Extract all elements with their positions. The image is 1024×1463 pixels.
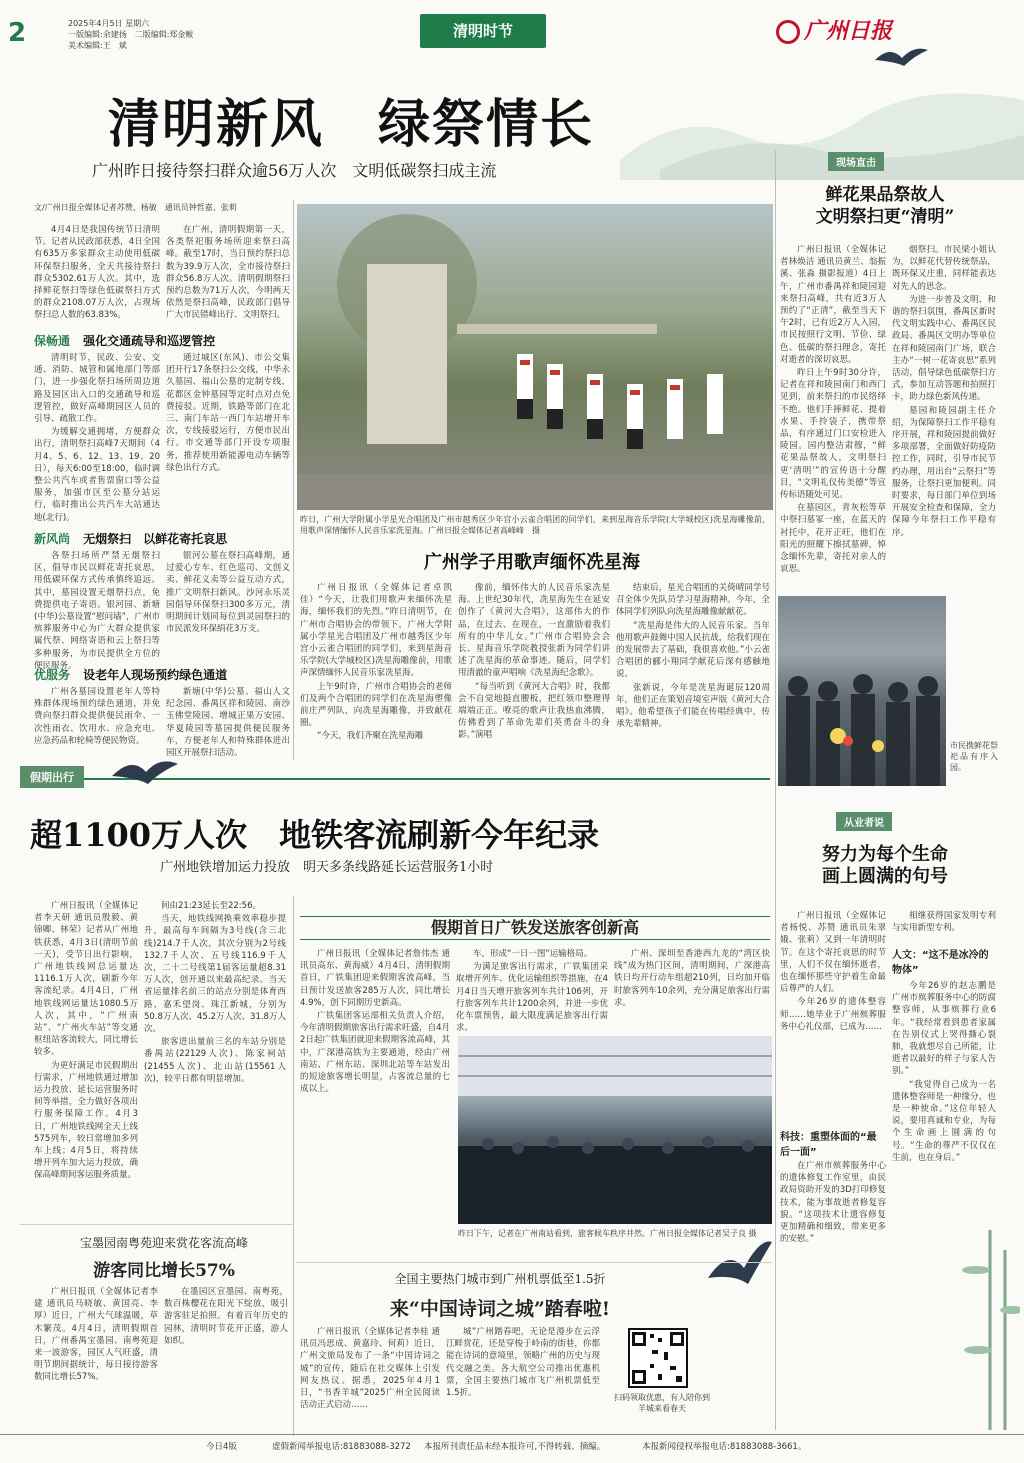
rail-headline-bar bbox=[300, 916, 770, 940]
date-line: 2025年4月5日 星期六 bbox=[68, 19, 150, 28]
rail-headline: 假期首日广铁发送旅客创新高 bbox=[430, 918, 639, 937]
practitioner-text: “我觉得自己成为一名遗体整容师是一种缘分，也是一种使命。”这位年轻人说，要用真诚和专业，为每个生命画上圆满的句号。“生命的尊严不仅仅在生前，也在身后。” bbox=[892, 1079, 996, 1163]
flowers-text: 昨日上午9时30分许，记者在祥和陵园南门和西门见到，前来祭扫的市民络绎不绝。他们手捧鲜花、提着水果、手拎袋子，携带祭品，有序通过门口安检进入陵园。园内整洁肃穆，“鲜花果品祭故人，文明祭扫更‘清明’”的宣传语十分醒目，“文明礼仪传美德”等宣传标语随处可见。 bbox=[780, 368, 886, 501]
poetry-col-2 bbox=[446, 1326, 600, 1400]
custom-col-2 bbox=[166, 550, 290, 636]
subhead-traffic bbox=[34, 330, 290, 349]
poetry-kicker: 全国主要热门城市到广州机票低至1.5折 bbox=[394, 1272, 606, 1286]
metro-text: 为更好满足市民假期出行需求，广州地铁通过增加运力投放、延长运营服务时间等举措，全力做好各项出行服务保障工作。4月3日，广州地铁线网全天上线575列车，较日常增加多列车上线；4月5日，将持续增开列车加大运力投放，确保高峰期间客运服务质量。 bbox=[34, 1060, 138, 1181]
poetry-headline: 来“中国诗词之城”踏春啦! bbox=[389, 1298, 611, 1320]
subhead-tag: 新风尚 bbox=[34, 532, 71, 546]
swallow-icon bbox=[704, 1228, 774, 1298]
subhead-new-custom bbox=[34, 528, 290, 547]
service-col-1 bbox=[34, 686, 160, 748]
rail-text: 车，形成“一日一图”运输格局。 bbox=[473, 949, 593, 959]
service-text: 广州各墓园设置老年人等特殊群体现场预约绿色通道，并免费向祭扫群众提供便民雨伞、一次性雨衣、饮用水、应急充电、应急药品和轮椅等便民物资。 bbox=[34, 687, 160, 746]
custom-text: 各祭扫场所严禁无烟祭扫区，倡导市民以鲜花寄托哀思，用低碳环保方式传承慎终追远。其中，墓园设置无烟祭扫点，免费提供电子寄语。银河园、新塘(中华)公墓设置“慰问墙”，广州市殡葬服务中心为广大群众提供家属代祭、网络寄语和云上祭扫等多种服务，为市民提供全方位的便民服务。 bbox=[34, 551, 160, 671]
footer-copyright: 本报所刊责任品未经本报许可,不得转载、摘编。 bbox=[424, 1442, 606, 1452]
live-report-label: 现场直击 bbox=[828, 152, 884, 171]
flowers-text: 为进一步普及文明、和谐的祭扫氛围，番禺区新时代文明实践中心、番禺区民政局、番禺区文明办等单位在祥和陵园南门广场，联合主办“一树一花寄哀思”系列活动，倡导绿色低碳祭扫方式，参加互动答题和拍照打卡，助力绿色新风传递。 bbox=[892, 294, 996, 403]
editor-line: 一版编辑:余建扬 二版编辑:郑金鲅 bbox=[68, 30, 194, 39]
garden-text: 广州日报讯（全媒体记者李建 通讯员马晓敏、黄国亮、李厚）近日，广州大气球温暖，草木繁茂。4月4日，清明假期首日，广州番禺宝墨园、南粤苑迎来一波游客，园区人气旺盛，清明节期间据统计，每日接待游客数同比增长57%。 bbox=[34, 1287, 158, 1383]
subhead-tag: 保畅通 bbox=[34, 334, 71, 348]
flowers-col-1 bbox=[780, 244, 886, 576]
flowers-col-2 bbox=[892, 244, 996, 540]
rail-text: 为满足旅客出行需求，广铁集团采取增开列车、优化运输组织等措施，在4月4日当天增开旅客列车共计106列，开行旅客列车共计1200余列，并进一步优化车票预售，最大限度满足旅客出行需求。 bbox=[456, 962, 608, 1034]
metro-text: 广州日报讯（全媒体记者李天研 通讯员殷毅、黄锦卿、林荣）记者从广州地铁获悉，4月3日(清明节前一天)，受节日出行影响，广州地铁线网总运量达1116.1万人次，刷新今年客流纪录。4月4日，广州地铁线网运量达1080.5万人次，其中，“广州南站”、“广州火车站”等交通枢纽站客流较大，同比增长较多。 bbox=[34, 901, 138, 1058]
metro-text: 间由21:23延长至22:56。 bbox=[161, 901, 261, 911]
practitioner-headline: 努力为每个生命 画上圆满的句号 bbox=[822, 844, 948, 887]
practitioner-text: 今年26岁的遗体整容师……她毕业于广州殡葬服务中心礼仪部，已成为…… bbox=[780, 997, 886, 1032]
practitioner-col-1 bbox=[780, 910, 886, 1034]
garden-text: 在墨园区宣墨园、南粤苑，数百株樱花在阳光下绽放，吸引游客驻足拍照。有着百年历史的园林，清明时节花开正盛，游人如织。 bbox=[164, 1287, 288, 1346]
edition-meta bbox=[68, 18, 318, 51]
poetry-text: 城”广州踏春吧，无论是漫步在云浮江畔赏花，还是穿梭于岭南的街巷，你都能在诗词的意境里，领略广州的历史与现代交融之美。各大航空公司推出优惠机票，全国主要热门城市飞广州机票低至1.5折。 bbox=[446, 1327, 600, 1399]
flowers-headline: 鲜花果品祭故人 文明祭扫更“清明” bbox=[815, 185, 955, 227]
garden-col-1 bbox=[34, 1286, 158, 1385]
practitioner-subhead-2: 科技：重塑体面的“最后一面” bbox=[780, 1132, 877, 1158]
practitioner-text: 相继获得国家发明专利与实用新型专利。 bbox=[892, 911, 996, 934]
choir-photo-caption: 昨日，广州大学附属小学星光合唱团及广州市越秀区少年宫小云雀合唱团的同学们，来到星海音乐学院(大学城校区)洗星海雕像前，用歌声深情缅怀人民音乐家洗星海。广州日报全媒体记者高峰峰 摄 bbox=[300, 515, 770, 535]
choir-text: 上午9时许，广州市合唱协会的老师们及两个合唱团的同学们在冼星海塑像前庄严列队，向冼星海雕像，并致献花圈。 bbox=[300, 681, 452, 729]
section-rule bbox=[296, 1262, 772, 1263]
metro-text: 当天，地铁线网换乘效率稳步提升，最高每车间隔为3号线(含三北线)214.7千人次，其次分别为2号线132.7千人次、五号线116.9千人次，二十二号线第1届客运量超8.31万人次，创开通以来最高纪录。当天省运量排名前三的站点分别是体育西路、嘉禾望岗、珠江新城，分别为50.8万人次、45.2万人次、31.8万人次。 bbox=[144, 914, 286, 1035]
rail-text: 广州日报讯（全媒体记者詹伟杰 通讯员高东、黄海威）4月4日，清明假期首日，广铁集团迎来假期客流高峰，当日预计发送旅客285万人次，同比增长4.9%，创下同期历史新高。 bbox=[300, 949, 450, 1008]
station-scene bbox=[458, 1036, 772, 1224]
practitioner-col-1b bbox=[780, 1160, 886, 1246]
garden-kicker: 宝墨园南粤苑迎来赏花客流高峰 bbox=[79, 1236, 248, 1250]
practitioner-label: 从业者说 bbox=[836, 812, 892, 831]
choir-text: “每当听到《黄河大合唱》时，我都会不自觉地挺直腰板，把红领巾整理得端端正正。嘹亮的歌声让我热血沸腾，仿佛看到了革命先辈们英勇奋斗的身影。”演唱 bbox=[458, 681, 610, 741]
garden-headline: 游客同比增长57% bbox=[93, 1261, 235, 1281]
lead-para-2 bbox=[166, 224, 290, 323]
cemetery-crowd-photo bbox=[778, 596, 946, 786]
choir-headline: 广州学子用歌声缅怀冼星海 bbox=[424, 552, 640, 573]
choir-text: “冼星海是伟大的人民音乐家。当年他用歌声鼓舞中国人民抗战，给我们现在的发展带去了基础，我很喜欢他。”小云雀合唱团的郦小翔同学献花后深有感触地说。 bbox=[616, 620, 770, 680]
choir-scene bbox=[297, 204, 773, 510]
practitioner-subhead-1: 人文：“这不是冰冷的物体” bbox=[892, 950, 989, 976]
column-rule bbox=[775, 150, 776, 1430]
practitioner-col-2 bbox=[892, 910, 996, 935]
lead-text: 在广州，清明假期第一天，各类祭祀服务场所迎来祭扫高峰。截至17时，当日预约祭扫总数为39.9万人次，全市接待祭扫群众56.8万人次。清明假期祭扫预约总数为71万人次，今明两天依然是祭扫高峰，民政部门倡导广大市民错峰出行、文明祭扫。 bbox=[166, 225, 290, 321]
rail-col-3 bbox=[614, 948, 770, 1010]
swallow-icon bbox=[870, 40, 930, 80]
metro-text: 旅客进出量前三名的车站分别是番禺站(22129人次)、陈家祠站(21455人次)、北山站(15561人次)，较平日都有明显增加。 bbox=[144, 1037, 286, 1084]
subhead-title: 设老年人现场预约绿色通道 bbox=[83, 668, 228, 682]
bamboo-decoration bbox=[960, 1230, 1020, 1430]
custom-text: 银河公墓在祭扫高峰期，通过爱心专车、红色巡司、文创义卖、鲜花义卖等公益互动方式，推广文明祭扫新风。沙河永乐灵园倡导环保祭扫300多万元，清明期间计划同每位到灵园祭扫的市民派发环保绢花3万支。 bbox=[166, 551, 290, 635]
lead-byline: 文/广州日报全媒体记者苏赞、杨敏 通讯员钟哲嘉、张莉 bbox=[34, 203, 237, 212]
footer-complaint: 本报新闻侵权举报电话:81883088-3661。 bbox=[642, 1442, 807, 1452]
lead-headline: 清明新风 绿祭情长 bbox=[108, 94, 595, 155]
choir-text: 像前，缅怀伟大的人民音乐家冼星海。上世纪30年代，冼星海先生在延安创作了《黄河大合唱》，这部伟大的作品，在过去、在现在，一直激励着我们所有的中华儿女。”广州市合唱协会会长、星海音乐学院教授张新为同学们讲述了冼星海的革命事迹。随后，同学们用清澈的童声唱响《洗星海纪念歌》。 bbox=[458, 583, 610, 679]
station-photo bbox=[458, 1036, 772, 1224]
choir-col-3 bbox=[616, 582, 770, 731]
section-tag: 清明时节 bbox=[420, 14, 546, 48]
station-photo-caption: 昨日下午，记者在广州南站看到，旅客候车秩序井然。广州日报全媒体记者吴子良 摄 bbox=[458, 1229, 757, 1238]
garden-col-2 bbox=[164, 1286, 288, 1348]
custom-col-1 bbox=[34, 550, 160, 673]
choir-col-2 bbox=[458, 582, 610, 743]
crowd-scene bbox=[778, 596, 946, 786]
metro-subheadline: 广州地铁增加运力投放 明天多条线路延长运营服务1小时 bbox=[160, 860, 494, 875]
lead-subheadline: 广州昨日接待祭扫群众逾56万人次 文明低碳祭扫成主流 bbox=[92, 161, 497, 180]
column-rule bbox=[293, 896, 294, 1436]
swallow-icon bbox=[110, 752, 180, 792]
traffic-col-1 bbox=[34, 352, 160, 525]
traffic-text: 为缓解交通拥堵，方便群众出行，清明祭扫高峰7天期间（4月4、5、6、12、13、19、20日），每天6:00至18:00，临时调整公共汽车或者售票窗口等公益服务，加强市区至公墓分站运行，临时推出公共汽车大站通达地(北行)。 bbox=[34, 427, 160, 523]
lead-text: 4月4日是我国传统节日清明节。记者从民政部获悉，4日全国有635万多家群众主动使用低碳环保祭扫服务，全天共接待祭扫群众5302.61万人次。其中，选择鲜花祭扫等绿色低碳祭扫方式的群众2108.07万人次，占现场祭扫总人数的63.83%。 bbox=[34, 225, 160, 321]
practitioner-text: 在广州市殡葬服务中心的遗体修复工作室里，由民政局资助开发的3D打印修复技术，能为事故逝者修复容貌。“这项技术让遗容修复更加精确和细致，带来更多的安慰。” bbox=[780, 1161, 886, 1245]
traffic-text: 通过城区(东风)、市公交集团开行17条祭扫公交线，中华永久墓园、福山公墓的定制专线、花都区金钟墓园等定时点对点免费接驳。近期，铁路等部门在北三、南门车站一西门车站增开车次，专线接驳运行，方便市民出行。市交通等部门开设专项服务，推荐使用新能源电动车辆等绿色出行方式。 bbox=[166, 353, 290, 473]
rail-col-1 bbox=[300, 948, 450, 1096]
choir-text: 结束后，星光合唱团的关倚晴同学号召全体少先队员学习星海精神。今年，全体同学们列队向洗星海雕像献献花。 bbox=[616, 583, 770, 618]
practitioner-text: 广州日报讯（全媒体记者杨悦、苏赞 通讯员朱翠娥、张莉）又到一年清明时节。在这个寄托哀思的时节里，人们不仅在缅怀逝者，也在缅怀那些守护着生命最后尊严的人们。 bbox=[780, 911, 886, 995]
subhead-service bbox=[34, 664, 290, 683]
flowers-text: 墓园和陵园副主任介绍，为保障祭扫工作平稳有序开展，祥和陵园提前做好多项部署，全面做好防疫防控工作，同时，引导市民节约办理，用出台“云祭扫”等服务，让祭扫更加便利。同时要求，每日部门单位到场开展安全检查和保障，全力保障今年祭扫工作平稳有序。 bbox=[892, 405, 996, 538]
rail-text: 广铁集团客运部相关负责人介绍，今年清明假期旅客出行需求旺盛，自4月2日起广铁集团就迎来假期客流高峰，其中，广深港高铁为主要通道，经由广州南站、广州东站、深圳北站等车站发出的短途旅客增长明显，占客流总量的七成以上。 bbox=[300, 1011, 450, 1095]
page-number: 2 bbox=[8, 18, 27, 48]
choir-text: 广州日报讯（全媒体记者卓凯佳）“今天，让我们用歌声来缅怀冼星海，缅怀我们的先烈。”昨日清明节，在广州市合唱协会的带领下，广州大学附属小学星光合唱团及广州市越秀区少年宫小云雀合唱团的同学们，来到星海音乐学院(大学城校区)冼星海雕像前，用歌声深情缅怀人民音乐家冼星海。 bbox=[300, 583, 452, 679]
travel-label: 假期出行 bbox=[20, 766, 84, 788]
logo-text: 广州日报 bbox=[804, 18, 893, 44]
flowers-text: 在墓园区，青灰松等草中祭扫墓冢一座，在蓝天的衬托中，花开正旺，他们在阳光的照耀下擦拭墓碑，悼念缅怀先辈，寄托对亲人的哀思。 bbox=[780, 503, 886, 575]
service-col-2 bbox=[166, 686, 290, 760]
metro-headline: 超1100万人次 地铁客流刷新今年纪录 bbox=[30, 816, 600, 854]
flowers-text: 广州日报讯（全媒体记者林焕洁 通讯员黄兰、翁振溪、张淼 摄影报道）4日上午，广州市番禺祥和陵园迎来祭扫高峰，共有近3万人预约了“正清”，截至当天下午2时，已有近2万人入园，市民按照行文明、节俭、绿色、低碳的祭扫理念，寄托对逝者的深切哀思。 bbox=[780, 245, 886, 365]
footer-rule bbox=[0, 1434, 1024, 1435]
poetry-col-1 bbox=[300, 1326, 440, 1412]
choir-col-1 bbox=[300, 582, 452, 744]
designer-line: 美术编辑:王 斌 bbox=[68, 41, 127, 50]
section-rule bbox=[20, 1224, 292, 1225]
lead-para-1 bbox=[34, 224, 160, 323]
qr-caption: 扫码领取优惠，有人陪你到羊城来看春天 bbox=[614, 1393, 710, 1413]
metro-col-1 bbox=[34, 900, 138, 1183]
practitioner-text: 今年26岁的赵志鹏是广州市殡葬服务中心的防腐整容师，从事殡葬行业6年。“我经常看到患者家属在告别仪式上哭得撕心裂肺，我就想尽自己所能，让逝者以最好的样子与家人告别。” bbox=[892, 981, 996, 1077]
practitioner-col-2b bbox=[892, 980, 996, 1165]
footer-hotline: 虚假新闻举报电话:81883088-3272 bbox=[272, 1442, 411, 1452]
subhead-title: 无烟祭扫 以鲜花寄托哀思 bbox=[83, 532, 228, 546]
choir-text: 张新说，今年是冼星海诞辰120周年，他们正在策划音境室声版《黄河大合唱》。他希望孩子们能在传唱经典中，传承先辈精神。 bbox=[616, 682, 770, 730]
choir-text: “今天，我们齐聚在洗星海雕 bbox=[317, 731, 424, 742]
subhead-tag: 优服务 bbox=[34, 668, 71, 682]
qr-pattern bbox=[630, 1330, 686, 1386]
mountain-decoration bbox=[620, 40, 1024, 180]
subhead-title: 强化交通疏导和巡逻管控 bbox=[83, 334, 216, 348]
footer-page-count: 今日4版 bbox=[206, 1442, 237, 1452]
poetry-text: 广州日报讯（全媒体记者李桂 通讯员冯思成、黄嘉玲、何莉）近日，广州文旅局发布了一条“中国诗词之城”的宣传，随后在社交媒体上引发网友热议。据悉，2025年4月1日，“书香羊城”2025广州全民阅读活动正式启动…… bbox=[300, 1327, 440, 1411]
flowers-text: 烟祭扫。市民梁小姐认为，以鲜花代替传统祭品，既环保又庄重，同样能表达对先人的思念。 bbox=[892, 245, 996, 292]
rail-text: 广州、深圳至香港西九龙的“湾区快线”成为热门区间，清明期间，广深港高铁日均开行动车组超210列，日均加开临时旅客列车10余列，充分满足旅客出行需求。 bbox=[614, 949, 770, 1008]
qr-code[interactable] bbox=[628, 1328, 688, 1388]
metro-col-2 bbox=[144, 900, 286, 1086]
column-rule bbox=[293, 200, 294, 760]
traffic-text: 清明时节，民政、公安、交通、消防、城管和属地部门等部门，进一步强化祭扫场所周边道路及园区出入口的交通疏导和巡逻管控，做好高峰期园区人员的引导、疏散工作。 bbox=[34, 353, 160, 425]
rail-col-2 bbox=[456, 948, 608, 1035]
crowd-photo-caption: 市民携鲜花祭祀品有序入园。 bbox=[950, 741, 998, 772]
choir-photo bbox=[297, 204, 773, 510]
service-text: 新塘(中华)公墓、福山人文纪念园、番禺区祥和陵园、南沙玉佛堂陵园、增城正果万安园、华夏陵园等墓园提供便民服务车，方便老年人和特殊群体进出园区开展祭扫活动。 bbox=[166, 687, 290, 759]
traffic-col-2 bbox=[166, 352, 290, 475]
